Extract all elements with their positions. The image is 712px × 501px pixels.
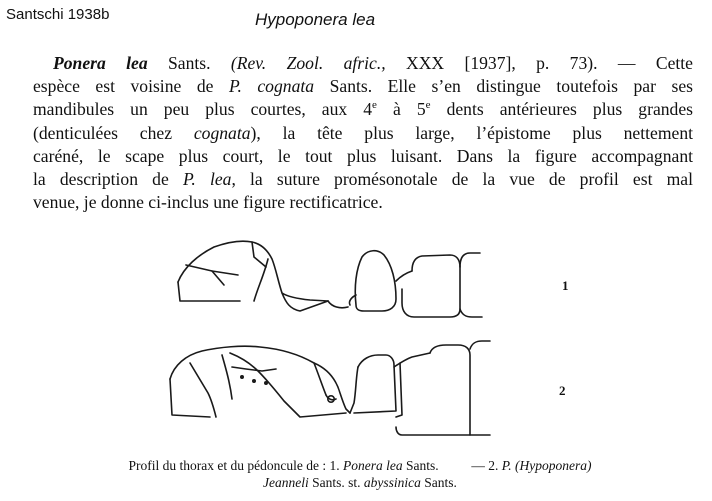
citation-header: Santschi 1938b	[6, 6, 110, 23]
species-lea: P. lea	[182, 169, 232, 190]
text-line-1	[33, 52, 693, 75]
description-paragraph	[33, 52, 693, 214]
profile-2-drawing	[170, 341, 490, 435]
species-cognata: P. cognata	[228, 76, 315, 97]
superscript-e: e	[425, 99, 431, 112]
species-cognata-2: cognata	[193, 122, 251, 143]
line1-tail: — Cette	[617, 53, 693, 73]
taxon-author: Sants.	[168, 53, 211, 73]
superscript-e: e	[372, 99, 377, 112]
reference-journal: (Rev. Zool. afric.,	[230, 53, 386, 73]
text-line-2	[33, 75, 693, 98]
figure-label-2: 2	[559, 383, 566, 398]
caption-item-2: — 2.	[471, 458, 499, 473]
text-line-7: venue, je donne ci-inclus une figure rectificatrice.	[33, 192, 383, 213]
caption-subspecies-2: abyssinica	[363, 475, 421, 490]
caption-genus-2: P.	[501, 458, 512, 473]
line3-mid: à 5	[392, 99, 426, 120]
line6-end: , la suture promésonotale de la vue de profil est mal	[231, 169, 693, 190]
species-title: Hypoponera lea	[255, 10, 376, 29]
text-line-6	[33, 168, 693, 191]
line2-end: Sants. Elle s’en distingue toutefois par ses	[329, 76, 693, 97]
line6-start: la description de	[33, 169, 169, 190]
figure-label-1: 1	[562, 278, 569, 293]
line3-end: dents antérieures plus grandes	[446, 99, 694, 120]
caption-species-1: Ponera lea	[342, 458, 403, 473]
caption-author-2: Sants.	[424, 475, 457, 490]
caption-author-1: Sants.	[405, 458, 439, 473]
caption-rest-2: Sants. st.	[312, 475, 361, 490]
caption-species-2: Jeanneli	[263, 475, 309, 490]
taxon-name: Ponera lea	[53, 53, 148, 73]
caption-prefix: Profil du thorax et du pédoncule de : 1.	[128, 458, 340, 473]
line2-start: espèce est voisine de	[33, 76, 214, 97]
profile-1-drawing	[178, 241, 482, 317]
figure-drawing	[150, 237, 600, 447]
figure-caption	[40, 457, 680, 491]
reference-volume: XXX [1937], p. 73).	[405, 53, 598, 73]
text-line-4	[33, 122, 693, 145]
text-line-3	[33, 98, 693, 121]
line4-end: ), la tête plus large, l’épistome plus nettement	[250, 122, 693, 143]
line3-start: mandibules un peu plus courtes, aux 4	[33, 99, 373, 120]
caption-line-1	[40, 457, 680, 474]
thorax-profile-figure	[150, 237, 600, 452]
text-line-5: caréné, le scape plus court, le tout plus luisant. Dans la figure accompagnant	[33, 145, 693, 166]
caption-subgenus-2: (Hypoponera)	[515, 458, 592, 473]
line4-start: (denticulées chez	[33, 122, 173, 143]
caption-line-2	[40, 474, 680, 491]
